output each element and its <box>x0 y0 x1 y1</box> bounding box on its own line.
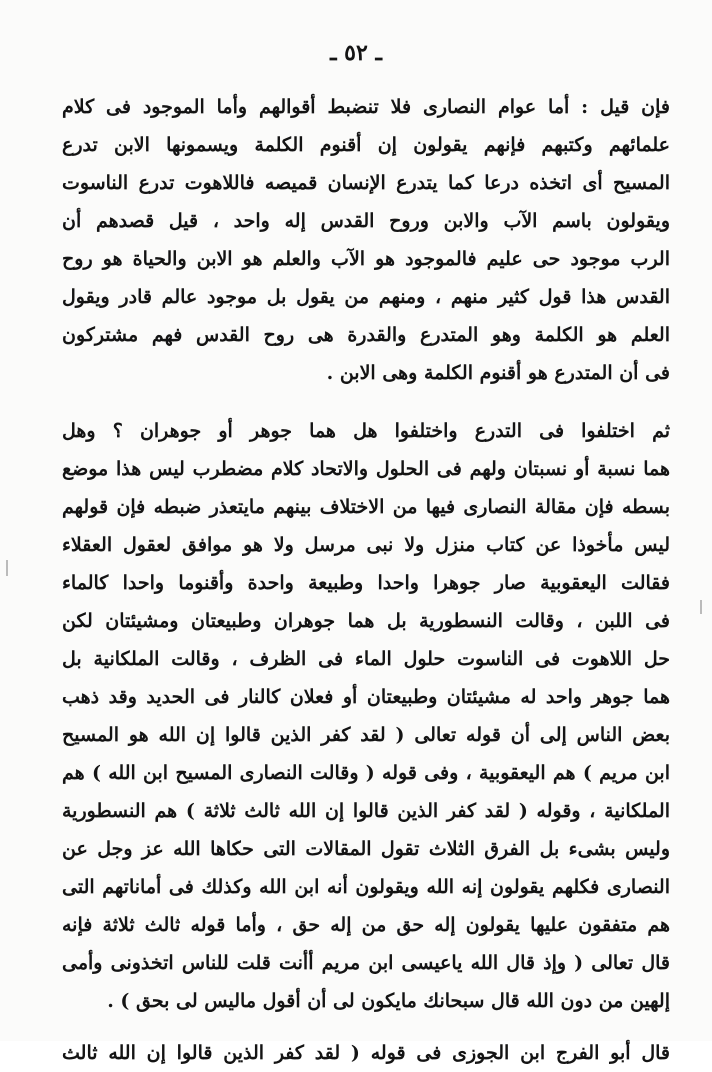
text-line: الملكانية ، وقوله ( لقد كفر الذين قالوا إن الله ثالث ثلاثة ) هم النسطورية <box>62 800 670 822</box>
text-line: ابن مريم ) هم اليعقوبية ، وفى قوله ( وقالت النصارى المسيح ابن الله ) هم <box>62 762 670 784</box>
text-line: فقالت اليعقوبية صار جوهرا واحدا وطبيعة واحدة وأقنوما واحدا كالماء <box>62 572 670 594</box>
paragraph-gap <box>62 1020 670 1034</box>
text-line: فى أن المتدرع هو أقنوم الكلمة وهى الابن . <box>326 362 670 384</box>
text-line: ويقولون باسم الآب والابن وروح القدس إله واحد ، قيل قصدهم أن <box>62 210 670 232</box>
paragraph <box>62 88 670 392</box>
paragraph <box>62 1034 670 1072</box>
text-line: الرب موجود حى عليم فالموجود هو الآب والعلم هو الابن والحياة هو روح <box>62 248 670 270</box>
text-line: النصارى فكلهم يقولون إنه الله ويقولون أنه ابن الله وكذلك فى أماناتهم التى <box>62 876 670 898</box>
text-line: قال أبو الفرج ابن الجوزى فى قوله ( لقد كفر الذين قالوا إن الله ثالث <box>62 1042 670 1064</box>
text-line: حل اللاهوت فى الناسوت حلول الماء فى الظرف ، وقالت الملكانية بل <box>62 648 670 670</box>
paragraph <box>62 412 670 1020</box>
text-line: إلهين من دون الله قال سبحانك مايكون لى أن أقول ماليس لى بحق ) . <box>107 990 670 1012</box>
text-line: فى اللبن ، وقالت النسطورية بل هما جوهران وطبيعتان ومشيئتان لكن <box>62 610 670 632</box>
body-text <box>62 88 670 1072</box>
text-line: بسطه فإن مقالة النصارى فيها من الاختلاف بينهم مايتعذر ضبطه فإن قولهم <box>62 496 670 518</box>
text-line: هم متفقون عليها يقولون إله حق من إله حق ، وأما قوله ثالث ثلاثة فإنه <box>62 914 670 936</box>
text-line: علمائهم وكتبهم فإنهم يقولون إن أقنوم الكلمة ويسمونها الابن تدرع <box>62 134 670 156</box>
text-line: القدس هذا قول كثير منهم ، ومنهم من يقول بل موجود عالم قادر ويقول <box>62 286 670 308</box>
scan-margin-mark <box>6 560 8 576</box>
text-line: فإن قيل : أما عوام النصارى فلا تنضبط أقوالهم وأما الموجود فى كلام <box>62 96 670 118</box>
text-line: العلم هو الكلمة وهو المتدرع والقدرة هى روح القدس فهم مشتركون <box>62 324 670 346</box>
text-line: قال تعالى ( وإذ قال الله ياعيسى ابن مريم أأنت قلت للناس اتخذونى وأمى <box>62 952 670 974</box>
text-line: بعض الناس إلى أن قوله تعالى ( لقد كفر الذين قالوا إن الله هو المسيح <box>62 724 670 746</box>
page-number: ـ ٥٢ ـ <box>330 40 382 66</box>
text-line: المسيح أى اتخذه درعا كما يتدرع الإنسان قميصه فاللاهوت تدرع الناسوت <box>62 172 670 194</box>
text-line: وليس بشىء بل الفرق الثلاث تقول المقالات التى حكاها الله عز وجل عن <box>62 838 670 860</box>
text-line: ثم اختلفوا فى التدرع واختلفوا هل هما جوهر أو جوهران ؟ وهل <box>62 420 670 442</box>
scan-margin-mark <box>700 600 702 614</box>
text-line: هما جوهر واحد له مشيئتان وطبيعتان أو فعلان كالنار فى الحديد وقد ذهب <box>62 686 670 708</box>
page-header <box>0 40 712 66</box>
paragraph-gap <box>62 392 670 412</box>
text-line: هما نسبة أو نسبتان ولهم فى الحلول والاتحاد كلام مضطرب ليس هذا موضع <box>62 458 670 480</box>
text-line: ليس مأخوذا عن كتاب منزل ولا نبى مرسل ولا هو موافق لعقول العقلاء <box>62 534 670 556</box>
